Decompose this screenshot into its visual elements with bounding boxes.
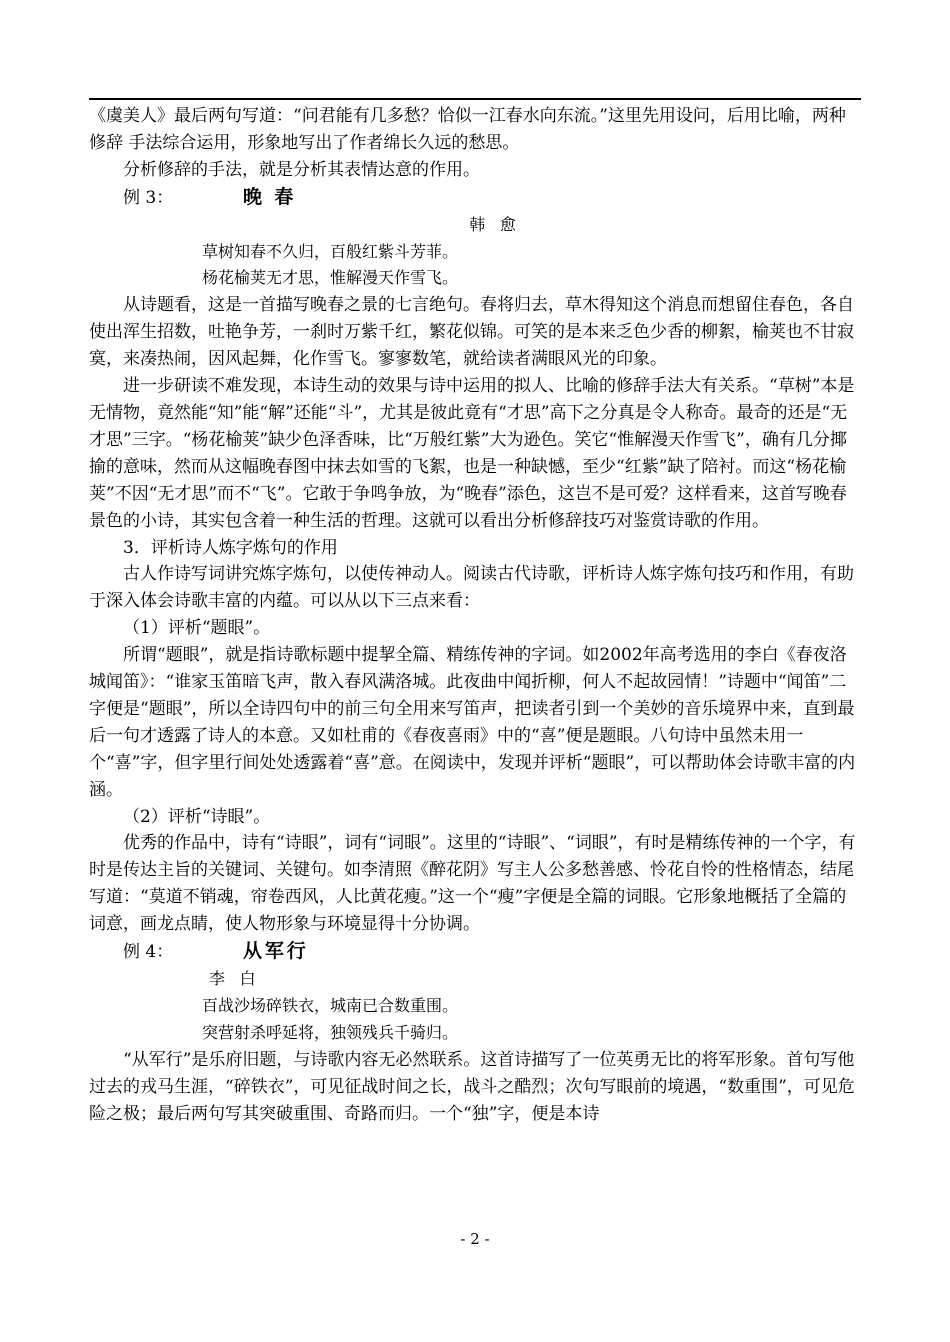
poem-title: 晚 春: [243, 185, 297, 208]
poem-line: 百战沙场碎铁衣，城南已合数重围。: [202, 995, 459, 1015]
paragraph: 所谓“题眼”，就是指诗歌标题中提挈全篇、精练传神的字词。如2002年高考选用的李白《春夜洛城闻笛》：“谁家玉笛暗飞声，散入春风满洛城。此夜曲中闻折柳，何人不起故园情！”诗题中“闻笛”二字便是“题眼”，所以全诗四句中的前三句全用来写笛声，把读者引到一个美妙的音乐境界中来，直到最后一句才透露了诗人的本意。又如杜甫的《春夜喜雨》中的“喜”便是题眼。八句诗中虽然未用一个“喜”字，但字里行间处处透露着“喜”意。在阅读中，发现并评析“题眼”，可以帮助体会诗歌丰富的内涵。: [89, 645, 856, 800]
paragraph: 《虞美人》最后两句写道：“问君能有几多愁？恰似一江春水向东流。”这里先用设问，后用比喻，两种修辞 手法综合运用，形象地写出了作者绵长久远的愁思。: [89, 106, 846, 153]
paragraph: 进一步研读不难发现，本诗生动的效果与诗中运用的拟人、比喻的修辞手法大有关系。“草树”本是无情物，竟然能“知”能“解”还能“斗”，尤其是彼此竟有“才思”高下之分真是令人称奇。最奇的还是“无才思”三字。“杨花榆荚”缺少色泽香味，比“万般红紫”大为逊色。笑它“惟解漫天作雪飞”，确有几分揶揄的意味，然而从这幅晚春图中抹去如雪的飞絮，也是一种缺憾，至少“红紫”缺了陪衬。而这“杨花榆荚”不因“无才思”而不“飞”。它敢于争鸣争放，为“晚春”添色，这岂不是可爱？这样看来，这首写晚春景色的小诗，其实包含着一种生活的哲理。这就可以看出分析修辞技巧对鉴赏诗歌的作用。: [89, 376, 855, 531]
paragraph: 优秀的作品中，诗有“诗眼”，词有“词眼”。这里的“诗眼”、“词眼”，有时是精练传神的一个字，有时是传达主旨的关键词、关键句。如李清照《醉花阴》写主人公多愁善感、怜花自怜的性格情态，结尾写道：“莫道不销魂，帘卷西风，人比黄花瘦。”这一个“瘦”字便是全篇的词眼。它形象地概括了全篇的词意，画龙点睛，使人物形象与环境显得十分协调。: [89, 833, 856, 935]
section-heading: 3．评析诗人炼字炼句的作用: [123, 537, 338, 558]
page-body: [89, 103, 861, 1127]
example-label: 例 3：: [123, 187, 174, 208]
example-label: 例 4：: [123, 942, 174, 963]
poem-line: 突营射杀呼延将，独领残兵千骑归。: [202, 1022, 459, 1042]
paragraph: 分析修辞的手法，就是分析其表情达意的作用。: [123, 159, 480, 180]
subsection-heading: （2）评析“诗眼”。: [123, 806, 271, 827]
poem-line: 草树知春不久归，百般红紫斗芳菲。: [202, 241, 459, 261]
example-4-heading: [89, 938, 861, 966]
paragraph: 古人作诗写词讲究炼字炼句，以使传神动人。阅读古代诗歌，评析诗人炼字炼句技巧和作用，有助于深入体会诗歌丰富的内蕴。可以从以下三点来看：: [89, 564, 854, 612]
header-rule: [89, 98, 861, 100]
poem-author: 李 白: [209, 969, 261, 988]
paragraph: 从诗题看，这是一首描写晚春之景的七言绝句。春将归去，草木得知这个消息而想留住春色，各自使出浑生招数，吐艳争芳，一刹时万紫千红，繁花似锦。可笑的是本来乏色少香的柳絮，榆荚也不甘寂寞，来凑热闹，因风起舞，化作雪飞。寥寥数笔，就给读者满眼风光的印象。: [89, 295, 854, 370]
poem-line: 杨花榆荚无才思，惟解漫天作雪飞。: [202, 268, 459, 288]
example-3-heading: [89, 184, 861, 212]
poem-author: 韩 愈: [469, 214, 521, 234]
poem-title: 从军行: [243, 940, 309, 963]
page-number: - 2 -: [460, 1230, 490, 1248]
subsection-heading: （1）评析“题眼”。: [123, 618, 271, 639]
paragraph: “从军行”是乐府旧题，与诗歌内容无必然联系。这首诗描写了一位英勇无比的将军形象。首句写他过去的戎马生涯，“碎铁衣”，可见征战时间之长，战斗之酷烈；次句写眼前的境遇，“数重围”，可见危险之极；最后两句写其突破重围、奇路而归。一个“独”字，便是本诗: [89, 1049, 855, 1124]
